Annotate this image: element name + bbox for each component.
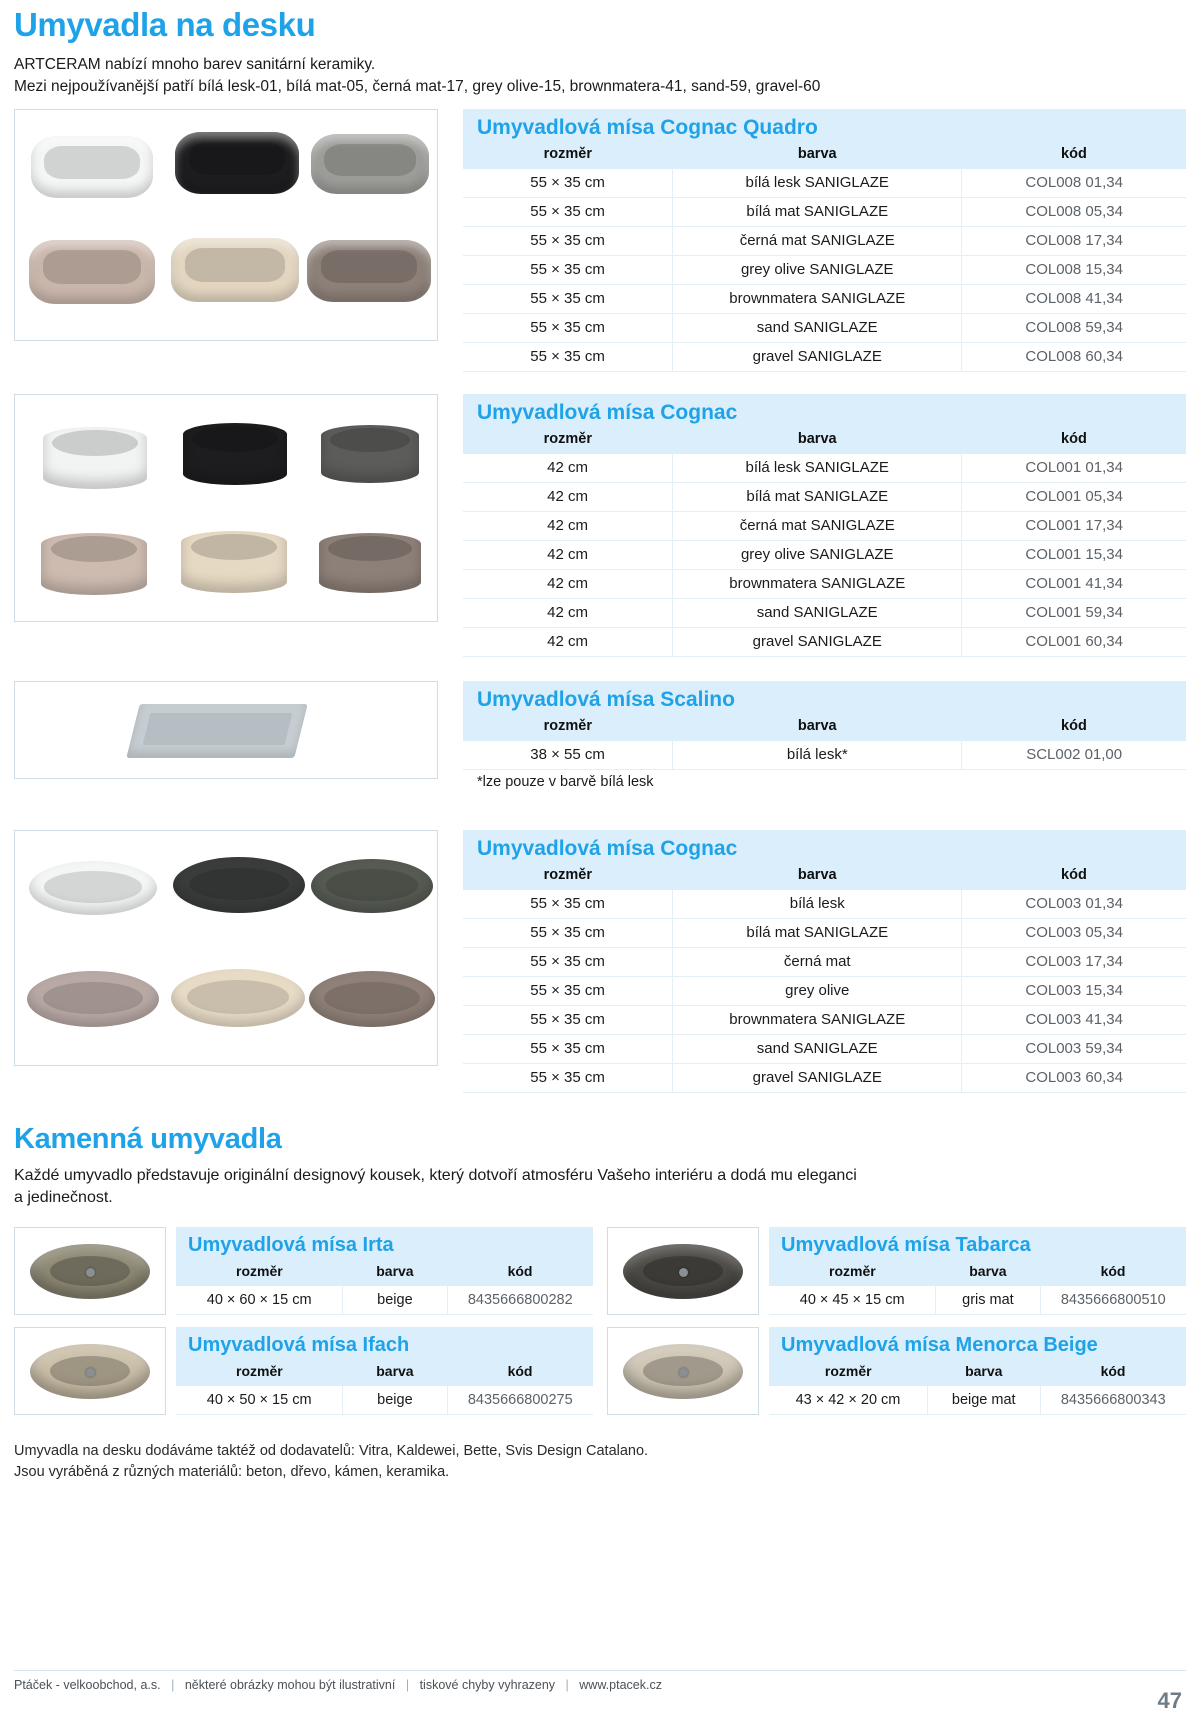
cell-color: bílá lesk SANIGLAZE bbox=[673, 169, 962, 198]
stone-card-ifach bbox=[14, 1327, 593, 1415]
product-section-cognac-42 bbox=[14, 394, 1186, 657]
cell-color: bílá mat SANIGLAZE bbox=[673, 197, 962, 226]
stone-card-row bbox=[14, 1327, 1186, 1415]
cell-size: 42 cm bbox=[463, 598, 673, 627]
table-row bbox=[463, 511, 1186, 540]
cell-code: COL003 15,34 bbox=[962, 976, 1186, 1005]
table-row bbox=[463, 1005, 1186, 1034]
col-header-size: rozměr bbox=[463, 428, 673, 454]
col-header-size: rozměr bbox=[463, 715, 673, 741]
table-row bbox=[463, 255, 1186, 284]
cell-color: grey olive SANIGLAZE bbox=[673, 255, 962, 284]
stone-card-irta bbox=[14, 1227, 593, 1315]
cell-color: beige bbox=[343, 1286, 447, 1315]
table-row bbox=[463, 976, 1186, 1005]
cell-code: SCL002 01,00 bbox=[962, 741, 1186, 770]
table-header-row bbox=[463, 864, 1186, 890]
col-header-color: barva bbox=[673, 715, 962, 741]
table-row bbox=[463, 454, 1186, 483]
cell-color: brownmatera SANIGLAZE bbox=[673, 1005, 962, 1034]
stone-photo-menorca-beige bbox=[607, 1327, 759, 1415]
col-header-size: rozměr bbox=[176, 1261, 343, 1286]
cell-code: COL003 59,34 bbox=[962, 1034, 1186, 1063]
cell-code: COL001 60,34 bbox=[962, 627, 1186, 656]
cell-color: bílá lesk* bbox=[673, 741, 962, 770]
cell-color: černá mat SANIGLAZE bbox=[673, 511, 962, 540]
table-header-row bbox=[463, 715, 1186, 741]
table-row bbox=[769, 1286, 1186, 1315]
stone-card-row bbox=[14, 1227, 1186, 1315]
col-header-size: rozměr bbox=[769, 1361, 927, 1386]
table-header-row bbox=[769, 1261, 1186, 1286]
footer-note bbox=[14, 1441, 1186, 1483]
footer-disclaimer-2: tiskové chyby vyhrazeny bbox=[419, 1678, 556, 1692]
cell-size: 55 × 35 cm bbox=[463, 890, 673, 919]
cell-code: COL008 17,34 bbox=[962, 226, 1186, 255]
cell-size: 55 × 35 cm bbox=[463, 1063, 673, 1092]
table-row bbox=[463, 482, 1186, 511]
product-section-cognac-quadro bbox=[14, 109, 1186, 372]
cell-color: bílá mat SANIGLAZE bbox=[673, 918, 962, 947]
cell-color: bílá lesk bbox=[673, 890, 962, 919]
cell-size: 42 cm bbox=[463, 569, 673, 598]
stone-card-title: Umyvadlová mísa Menorca Beige bbox=[769, 1327, 1186, 1361]
footer-website[interactable]: www.ptacek.cz bbox=[579, 1678, 662, 1692]
scalino-footnote: *lze pouze v barvě bílá lesk bbox=[477, 773, 654, 790]
table-row bbox=[463, 569, 1186, 598]
cell-size: 55 × 35 cm bbox=[463, 169, 673, 198]
cell-size: 55 × 35 cm bbox=[463, 1034, 673, 1063]
stone-section-title: Kamenná umyvadla bbox=[14, 1122, 282, 1155]
product-table-scalino bbox=[463, 681, 1186, 790]
footer-note-line-1: Umyvadla na desku dodáváme taktéž od dodavatelů: Vitra, Kaldewei, Bette, Svis Design Catalano. bbox=[14, 1443, 649, 1460]
cell-color: grey olive SANIGLAZE bbox=[673, 540, 962, 569]
section-title: Umyvadlová mísa Cognac Quadro bbox=[463, 109, 1186, 143]
col-header-color: barva bbox=[343, 1361, 447, 1386]
cell-size: 42 cm bbox=[463, 511, 673, 540]
cell-size: 40 × 60 × 15 cm bbox=[176, 1286, 343, 1315]
stone-card-title: Umyvadlová mísa Irta bbox=[176, 1227, 593, 1261]
table-row bbox=[463, 627, 1186, 656]
table-header-row bbox=[463, 428, 1186, 454]
intro-line-1: ARTCERAM nabízí mnoho barev sanitární keramiky. bbox=[14, 55, 376, 73]
stone-intro-line-1: Každé umyvadlo představuje originální designový kousek, který dotvoří atmosféru Vašeho interiéru a dodá mu eleganci bbox=[14, 1166, 857, 1184]
footer-disclaimer-1: některé obrázky mohou být ilustrativní bbox=[184, 1678, 396, 1692]
stone-table-irta bbox=[176, 1227, 593, 1315]
cell-code: COL008 05,34 bbox=[962, 197, 1186, 226]
table-header-row bbox=[463, 143, 1186, 169]
cell-code: 8435666800510 bbox=[1040, 1286, 1186, 1315]
stone-table-tabarca bbox=[769, 1227, 1186, 1315]
cell-color: sand SANIGLAZE bbox=[673, 598, 962, 627]
product-section-scalino bbox=[14, 681, 1186, 790]
cell-code: COL001 05,34 bbox=[962, 482, 1186, 511]
cell-color: gravel SANIGLAZE bbox=[673, 627, 962, 656]
stone-card-title: Umyvadlová mísa Tabarca bbox=[769, 1227, 1186, 1261]
stone-card-menorca-beige bbox=[607, 1327, 1186, 1415]
cell-size: 43 × 42 × 20 cm bbox=[769, 1386, 927, 1415]
stone-table-menorca-beige bbox=[769, 1327, 1186, 1415]
cell-size: 38 × 55 cm bbox=[463, 741, 673, 770]
col-header-code: kód bbox=[1040, 1261, 1186, 1286]
table-row bbox=[463, 1034, 1186, 1063]
stone-cards-grid bbox=[14, 1227, 1186, 1427]
cell-size: 42 cm bbox=[463, 627, 673, 656]
stone-card-title: Umyvadlová mísa Ifach bbox=[176, 1327, 593, 1361]
table-row bbox=[463, 284, 1186, 313]
table-header-row bbox=[176, 1361, 593, 1386]
product-photo-cognac-oval bbox=[14, 830, 438, 1066]
cell-code: COL003 05,34 bbox=[962, 918, 1186, 947]
product-photo-scalino bbox=[14, 681, 438, 779]
cell-code: COL001 15,34 bbox=[962, 540, 1186, 569]
stone-photo-irta bbox=[14, 1227, 166, 1315]
cell-color: brownmatera SANIGLAZE bbox=[673, 569, 962, 598]
stone-photo-ifach bbox=[14, 1327, 166, 1415]
footer-separator: | bbox=[171, 1678, 175, 1692]
cell-color: gravel SANIGLAZE bbox=[673, 1063, 962, 1092]
drain-icon bbox=[679, 1368, 688, 1377]
table-row bbox=[463, 313, 1186, 342]
footer-bar bbox=[14, 1670, 1186, 1692]
footer-note-line-2: Jsou vyráběná z různých materiálů: beton, dřevo, kámen, keramika. bbox=[14, 1464, 450, 1481]
footer-separator: | bbox=[565, 1678, 569, 1692]
page-intro bbox=[14, 54, 1186, 99]
cell-size: 55 × 35 cm bbox=[463, 947, 673, 976]
cell-color: černá mat bbox=[673, 947, 962, 976]
cell-color: bílá mat SANIGLAZE bbox=[673, 482, 962, 511]
drain-icon bbox=[86, 1368, 95, 1377]
cell-color: sand SANIGLAZE bbox=[673, 1034, 962, 1063]
col-header-size: rozměr bbox=[176, 1361, 343, 1386]
col-header-size: rozměr bbox=[463, 143, 673, 169]
section-title: Umyvadlová mísa Scalino bbox=[463, 681, 1186, 715]
col-header-color: barva bbox=[927, 1361, 1040, 1386]
col-header-code: kód bbox=[962, 864, 1186, 890]
col-header-color: barva bbox=[673, 143, 962, 169]
col-header-code: kód bbox=[962, 428, 1186, 454]
cell-size: 40 × 45 × 15 cm bbox=[769, 1286, 936, 1315]
table-row bbox=[176, 1386, 593, 1415]
cell-color: grey olive bbox=[673, 976, 962, 1005]
cell-size: 55 × 35 cm bbox=[463, 226, 673, 255]
table-row bbox=[463, 342, 1186, 371]
table-row bbox=[463, 226, 1186, 255]
col-header-code: kód bbox=[962, 715, 1186, 741]
cell-size: 55 × 35 cm bbox=[463, 976, 673, 1005]
col-header-code: kód bbox=[447, 1361, 593, 1386]
cell-color: beige mat bbox=[927, 1386, 1040, 1415]
product-photo-cognac-42 bbox=[14, 394, 438, 622]
cell-color: bílá lesk SANIGLAZE bbox=[673, 454, 962, 483]
stone-table-ifach bbox=[176, 1327, 593, 1415]
cell-size: 55 × 35 cm bbox=[463, 1005, 673, 1034]
cell-code: 8435666800343 bbox=[1040, 1386, 1186, 1415]
table-row bbox=[463, 890, 1186, 919]
table-row bbox=[463, 741, 1186, 770]
table-row bbox=[463, 540, 1186, 569]
col-header-size: rozměr bbox=[463, 864, 673, 890]
stone-intro bbox=[14, 1165, 1186, 1210]
cell-color: beige bbox=[343, 1386, 447, 1415]
table-row bbox=[463, 598, 1186, 627]
cell-size: 42 cm bbox=[463, 482, 673, 511]
cell-code: COL001 01,34 bbox=[962, 454, 1186, 483]
cell-code: COL001 41,34 bbox=[962, 569, 1186, 598]
col-header-color: barva bbox=[673, 428, 962, 454]
cell-code: COL001 59,34 bbox=[962, 598, 1186, 627]
cell-color: sand SANIGLAZE bbox=[673, 313, 962, 342]
footer-company: Ptáček - velkoobchod, a.s. bbox=[14, 1678, 161, 1692]
col-header-color: barva bbox=[673, 864, 962, 890]
table-header-row bbox=[176, 1261, 593, 1286]
table-row bbox=[463, 918, 1186, 947]
cell-size: 55 × 35 cm bbox=[463, 342, 673, 371]
cell-code: COL008 15,34 bbox=[962, 255, 1186, 284]
cell-color: gravel SANIGLAZE bbox=[673, 342, 962, 371]
section-title: Umyvadlová mísa Cognac bbox=[463, 830, 1186, 864]
cell-code: COL003 17,34 bbox=[962, 947, 1186, 976]
cell-code: COL003 60,34 bbox=[962, 1063, 1186, 1092]
stone-intro-line-2: a jedinečnost. bbox=[14, 1188, 113, 1206]
cell-size: 55 × 35 cm bbox=[463, 918, 673, 947]
cell-color: černá mat SANIGLAZE bbox=[673, 226, 962, 255]
cell-size: 42 cm bbox=[463, 454, 673, 483]
stone-card-tabarca bbox=[607, 1227, 1186, 1315]
cell-code: COL001 17,34 bbox=[962, 511, 1186, 540]
drain-icon bbox=[86, 1268, 95, 1277]
cell-code: 8435666800282 bbox=[447, 1286, 593, 1315]
cell-code: COL008 01,34 bbox=[962, 169, 1186, 198]
cell-size: 42 cm bbox=[463, 540, 673, 569]
cell-color: gris mat bbox=[936, 1286, 1040, 1315]
section-title: Umyvadlová mísa Cognac bbox=[463, 394, 1186, 428]
table-row bbox=[463, 947, 1186, 976]
col-header-code: kód bbox=[1040, 1361, 1186, 1386]
cell-code: COL008 59,34 bbox=[962, 313, 1186, 342]
table-row bbox=[463, 197, 1186, 226]
page-title: Umyvadla na desku bbox=[14, 6, 316, 43]
cell-code: COL008 60,34 bbox=[962, 342, 1186, 371]
product-table-cognac-oval bbox=[463, 830, 1186, 1093]
cell-code: COL008 41,34 bbox=[962, 284, 1186, 313]
table-row bbox=[463, 169, 1186, 198]
cell-code: COL003 01,34 bbox=[962, 890, 1186, 919]
cell-size: 40 × 50 × 15 cm bbox=[176, 1386, 343, 1415]
product-table-cognac-quadro bbox=[463, 109, 1186, 372]
col-header-color: barva bbox=[936, 1261, 1040, 1286]
page-number: 47 bbox=[1157, 1688, 1182, 1713]
col-header-code: kód bbox=[962, 143, 1186, 169]
footer-separator: | bbox=[405, 1678, 410, 1692]
product-section-cognac-oval bbox=[14, 830, 1186, 1093]
cell-size: 55 × 35 cm bbox=[463, 255, 673, 284]
table-row bbox=[176, 1286, 593, 1315]
drain-icon bbox=[679, 1268, 688, 1277]
table-header-row bbox=[769, 1361, 1186, 1386]
product-table-cognac-42 bbox=[463, 394, 1186, 657]
table-row bbox=[769, 1386, 1186, 1415]
cell-code: COL003 41,34 bbox=[962, 1005, 1186, 1034]
col-header-color: barva bbox=[343, 1261, 447, 1286]
product-photo-cognac-quadro bbox=[14, 109, 438, 341]
cell-size: 55 × 35 cm bbox=[463, 284, 673, 313]
col-header-code: kód bbox=[447, 1261, 593, 1286]
cell-size: 55 × 35 cm bbox=[463, 313, 673, 342]
intro-line-2: Mezi nejpoužívanější patří bílá lesk-01, bílá mat-05, černá mat-17, grey olive-15, brownmatera-41, sand-59, gravel-60 bbox=[14, 78, 821, 96]
cell-color: brownmatera SANIGLAZE bbox=[673, 284, 962, 313]
cell-size: 55 × 35 cm bbox=[463, 197, 673, 226]
cell-code: 8435666800275 bbox=[447, 1386, 593, 1415]
table-row bbox=[463, 1063, 1186, 1092]
col-header-size: rozměr bbox=[769, 1261, 936, 1286]
stone-photo-tabarca bbox=[607, 1227, 759, 1315]
